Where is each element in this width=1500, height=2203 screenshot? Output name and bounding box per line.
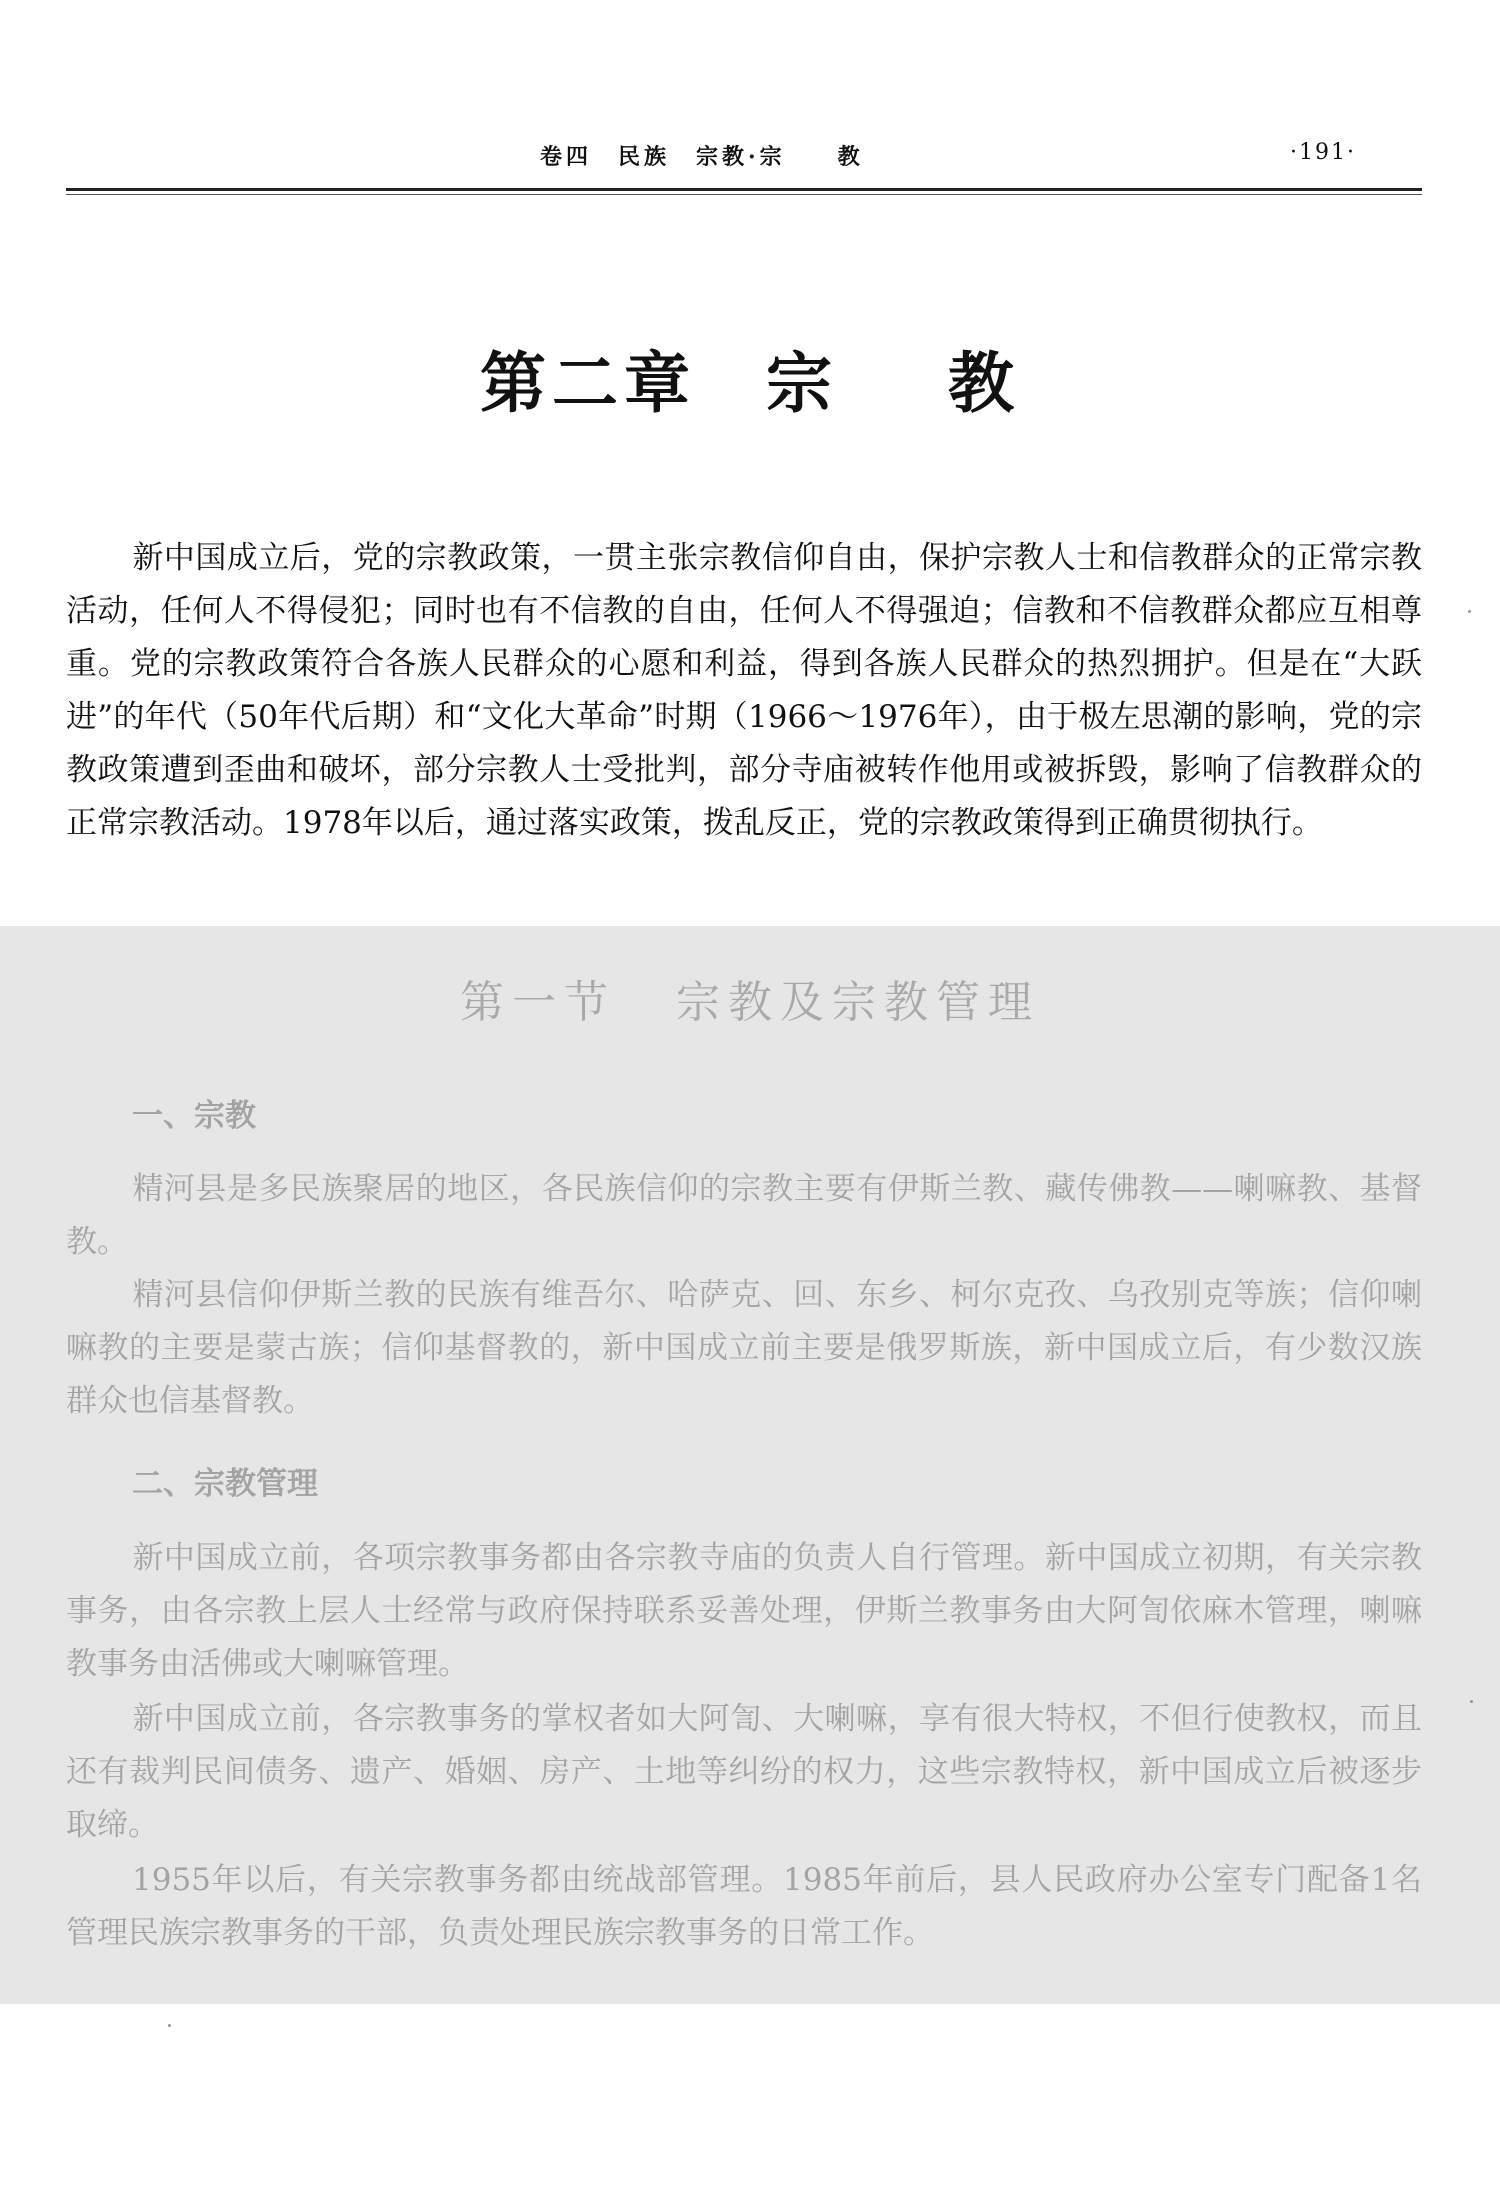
subheading-religion: 一、宗教 xyxy=(132,1098,256,1134)
religion-paragraph-1 xyxy=(66,1163,1422,1269)
chapter-title xyxy=(0,330,1500,425)
header-rule-thick xyxy=(66,188,1422,191)
intro-paragraph xyxy=(66,532,1422,850)
chapter-title-word1: 宗 xyxy=(766,345,838,422)
religion-paragraph-2 xyxy=(66,1269,1422,1428)
management-paragraph-2-text: 新中国成立前，各宗教事务的掌权者如大阿訇、大喇嘛，享有很大特权，不但行使教权，而且还有裁判民间债务、遗产、婚姻、房产、土地等纠纷的权力，这些宗教特权，新中国成立后被逐步取缔。 xyxy=(66,1701,1422,1843)
management-paragraph-2 xyxy=(66,1693,1422,1852)
chapter-title-word2: 教 xyxy=(948,345,1020,422)
section-title xyxy=(0,966,1500,1030)
management-paragraph-3-text: 1955年以后，有关宗教事务都由统战部管理。1985年前后，县人民政府办公室专门配备1名管理民族宗教事务的干部，负责处理民族宗教事务的日常工作。 xyxy=(66,1862,1422,1951)
running-title: 卷四 民族 宗教·宗 教 xyxy=(540,144,864,170)
running-header xyxy=(0,140,1500,180)
management-paragraph-1 xyxy=(66,1532,1422,1691)
subheading-religion-management: 二、宗教管理 xyxy=(132,1466,318,1502)
religion-paragraph-2-text: 精河县信仰伊斯兰教的民族有维吾尔、哈萨克、回、东乡、柯尔克孜、乌孜别克等族；信仰喇嘛教的主要是蒙古族；信仰基督教的，新中国成立前主要是俄罗斯族，新中国成立后，有少数汉族群众也信基督教。 xyxy=(66,1277,1422,1419)
scan-speck xyxy=(168,2024,171,2027)
page-number: ·191· xyxy=(1290,140,1356,165)
religion-paragraph-1-text: 精河县是多民族聚居的地区，各民族信仰的宗教主要有伊斯兰教、藏传佛教——喇嘛教、基督教。 xyxy=(66,1171,1422,1260)
section-title-text: 宗教及宗教管理 xyxy=(676,977,1040,1028)
header-rule-thin xyxy=(66,194,1422,195)
chapter-title-number: 第二章 xyxy=(480,345,696,422)
management-paragraph-1-text: 新中国成立前，各项宗教事务都由各宗教寺庙的负责人自行管理。新中国成立初期，有关宗教事务，由各宗教上层人士经常与政府保持联系妥善处理，伊斯兰教事务由大阿訇依麻木管理，喇嘛教事务由活佛或大喇嘛管理。 xyxy=(66,1540,1422,1682)
scan-speck xyxy=(1468,610,1471,613)
scan-speck xyxy=(1470,1700,1473,1703)
management-paragraph-3 xyxy=(66,1854,1422,1960)
section-title-number: 第一节 xyxy=(460,977,616,1028)
intro-paragraph-text: 新中国成立后，党的宗教政策，一贯主张宗教信仰自由，保护宗教人士和信教群众的正常宗教活动，任何人不得侵犯；同时也有不信教的自由，任何人不得强迫；信教和不信教群众都应互相尊重。党的宗教政策符合各族人民群众的心愿和利益，得到各族人民群众的热烈拥护。但是在“大跃进”的年代（50年代后期）和“文化大革命”时期（1966～1976年），由于极左思潮的影响，党的宗教政策遭到歪曲和破坏，部分宗教人士受批判，部分寺庙被转作他用或被拆毁，影响了信教群众的正常宗教活动。1978年以后，通过落实政策，拨乱反正，党的宗教政策得到正确贯彻执行。 xyxy=(66,540,1422,841)
